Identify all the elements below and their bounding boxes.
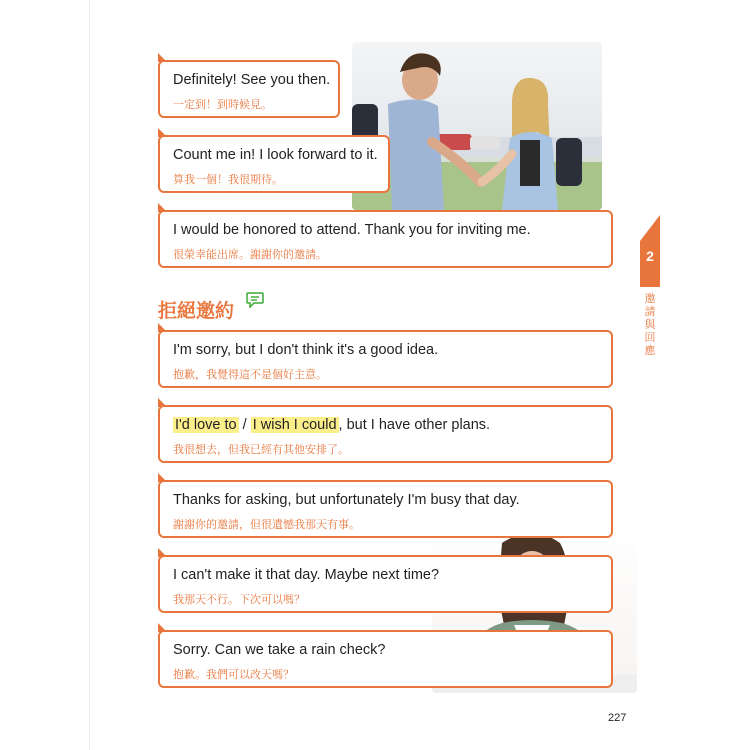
page-number: 227 xyxy=(608,712,627,724)
phrase-english: I would be honored to attend. Thank you for inviting me. xyxy=(173,222,531,238)
phrase-chinese: 很榮幸能出席。謝謝你的邀請。 xyxy=(173,248,327,261)
chapter-number: 2 xyxy=(646,248,654,264)
phrase-chinese: 抱歉，我覺得這不是個好主意。 xyxy=(173,368,327,381)
phrase-chinese: 我很想去，但我已經有其他安排了。 xyxy=(173,443,349,456)
highlight-option: I'd love to xyxy=(175,417,237,433)
phrase-card xyxy=(158,330,613,388)
phrase-english: Sorry. Can we take a rain check? xyxy=(173,642,386,658)
phrase-english: Thanks for asking, but unfortunately I'm busy that day. xyxy=(173,492,520,508)
phrase-card xyxy=(158,480,613,538)
phrase-english xyxy=(173,417,490,433)
phrase-card xyxy=(158,210,613,268)
chapter-label: 邀 請 與 回 應 xyxy=(644,292,656,357)
highlight-option: I wish I could xyxy=(252,417,337,433)
section-title: 拒絕邀約 xyxy=(158,300,235,322)
phrase-card xyxy=(158,135,390,193)
phrase-card xyxy=(158,405,613,463)
phrase-card xyxy=(158,60,340,118)
option-separator: / xyxy=(238,417,251,433)
phrase-rest: , but I have other plans. xyxy=(338,417,491,433)
page-gutter xyxy=(89,0,90,750)
phrase-card xyxy=(158,555,613,613)
phrase-chinese: 我那天不行。下次可以嗎？ xyxy=(173,593,305,606)
phrase-english: I'm sorry, but I don't think it's a good idea. xyxy=(173,342,439,358)
phrase-card xyxy=(158,630,613,688)
phrase-english: Count me in! I look forward to it. xyxy=(173,147,378,163)
phrase-chinese: 抱歉。我們可以改天嗎？ xyxy=(173,668,294,681)
phrase-chinese: 算我一個！我很期待。 xyxy=(173,173,283,186)
chat-bubble-icon xyxy=(246,292,264,308)
phrase-english: Definitely! See you then. xyxy=(173,72,331,88)
phrase-chinese: 謝謝你的邀請，但很遺憾我那天有事。 xyxy=(173,518,360,531)
phrase-chinese: 一定到！到時候見。 xyxy=(173,98,272,111)
phrase-english: I can't make it that day. Maybe next time? xyxy=(173,567,440,583)
